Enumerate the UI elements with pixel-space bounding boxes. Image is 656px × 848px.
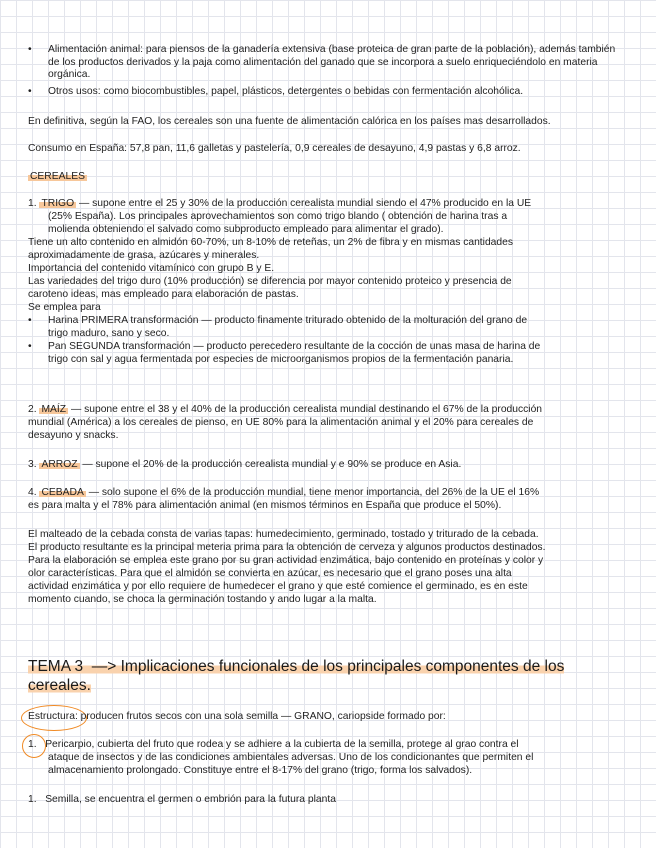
pericarpio-line-3: almacenamiento prolongado. Constituye entre el 8-17% del grano (trigo, forma los salvados). <box>48 765 473 776</box>
semilla-text: Semilla, se encuentra el germen o embrión para la futura planta <box>45 794 336 805</box>
malteado-line: El malteado de la cebada consta de varias tapas: humedecimiento, germinado, tostado y triturado de la cebada. <box>28 529 539 540</box>
bullet-dot: • <box>28 86 32 97</box>
trigo-line-5: aproximadamente de grasa, azúcares y minerales. <box>28 250 260 261</box>
arroz-label: ARROZ <box>41 459 78 470</box>
malteado-line: olor características. Para que el almidón se convierta en azúcar, es necesario que el grano poses una alta <box>28 568 512 579</box>
trigo-text: — supone entre el 25 y 30% de la producción cerealista mundial siendo el 47% producido en la UE <box>76 198 532 209</box>
maiz-label: MAÍZ <box>41 404 67 415</box>
bullet-dot: • <box>28 315 32 326</box>
tema-arrow-text: —> Implicaciones funcionales de los principales componentes de los <box>91 658 565 675</box>
consumo-paragraph: Consumo en España: 57,8 pan, 11,6 galletas y pastelería, 0,9 cereales de desayuno, 4,9 pastas y 6,8 arroz. <box>28 143 521 154</box>
cereales-heading <box>28 171 628 184</box>
bullet-dot: • <box>28 341 32 352</box>
semilla-line <box>28 794 628 807</box>
trigo-line-2: (25% España). Los principales aprovechamientos son como trigo blando ( obtención de harina tras a <box>48 211 508 222</box>
maiz-number: 2. <box>28 404 37 415</box>
maiz-line-3: desayuno y snacks. <box>28 430 119 441</box>
malteado-line: actividad enzimática y por ello requiere de humedecer el grano y que esté comience el germinado, es en este <box>28 581 528 592</box>
trigo-line-9: Se emplea para <box>28 302 101 313</box>
tema-label: TEMA 3 <box>28 658 84 675</box>
bullet-dot: • <box>28 44 32 55</box>
cebada-line-1 <box>28 487 628 500</box>
cebada-line-2: es para malta y el 78% para alimentación animal (en mismos términos en España que produce el 50%). <box>28 500 502 511</box>
estructura-label: Estructura <box>28 711 75 722</box>
malteado-line: Para la elaboración se emplea este grano por su gran actividad enzimática, bajo contenido en proteínas y color y <box>28 555 544 566</box>
arroz-number: 3. <box>28 459 37 470</box>
trigo-line-3: molienda obteniendo el salvado como subproducto empleado para alimentar el grado). <box>48 224 444 235</box>
arroz-line-1 <box>28 459 628 472</box>
bullet-line: trigo maduro, sano y seco. <box>48 327 170 339</box>
cebada-label: CEBADA <box>41 487 84 498</box>
trigo-line-4: Tiene un alto contenido en almidón 60-70%, un 8-10% de reteñas, un 2% de fibra y en mismas cantidades <box>28 237 514 248</box>
cereales-heading-text: CEREALES <box>30 171 85 182</box>
arroz-text: — supone el 20% de la producción cerealista mundial y e 90% se produce en Asia. <box>79 459 462 470</box>
malteado-line: El producto resultante es la principal meteria prima para la obtención de cerveza y algunos productos destinados. <box>28 542 546 553</box>
tema-title-highlight <box>28 658 564 675</box>
estructura-line <box>28 711 628 724</box>
maiz-line-1 <box>28 404 628 417</box>
semilla-number: 1. <box>28 794 37 805</box>
bullet-text <box>48 341 628 366</box>
malteado-line: momento cuando, se choca la germinación tostando y ando lugar a la malta. <box>28 594 377 605</box>
trigo-line-7: Las variedades del trigo duro (10% producción) se diferencia por mayor contenido proteico y presencia de <box>28 276 512 287</box>
bullet-text: Alimentación animal: para piensos de la ganadería extensiva (base proteica de gran parte de la población), además también de los productos derivados y la paja como alimentación del ganado que se incorpora a suelo enriqueciéndolo en materia orgánica. <box>48 44 616 81</box>
maiz-line-2: mundial (América) a los cereales de pienso, en UE 80% para la alimentación animal y el 20% para cereales de <box>28 417 534 428</box>
tema-title-line-1 <box>28 657 628 676</box>
trigo-line-1 <box>28 198 628 211</box>
estructura-text: : producen frutos secos con una sola semilla — GRANO, cariopside formado por: <box>74 711 446 722</box>
pericarpio-text: Pericarpio, cubierta del fruto que rodea y se adhiere a la cubierta de la semilla, protege al grao contra el <box>45 739 519 750</box>
trigo-number: 1. <box>28 198 37 209</box>
pericarpio-line-2: ataque de insectos y de las condiciones ambientales adversas. Uno de los condicionantes que permiten el <box>48 752 534 763</box>
pericarpio-number: 1. <box>28 739 37 750</box>
trigo-line-6: Importancia del contenido vitamínico con grupo B y E. <box>28 263 275 274</box>
cebada-text: — solo supone el 6% de la producción mundial, tiene menor importancia, del 26% de la UE el 16% <box>85 487 540 498</box>
cebada-number: 4. <box>28 487 37 498</box>
pericarpio-line-1 <box>28 739 628 752</box>
fao-paragraph: En definitiva, según la FAO, los cereales son una fuente de alimentación calórica en los países mas desarrollados. <box>28 116 551 127</box>
tema-title-line-2 <box>28 676 628 695</box>
bullet-line: Harina PRIMERA transformación — producto finamente triturado obtenido de la molturación del grano de <box>48 315 528 326</box>
tema-title-highlight: cereales. <box>28 677 91 694</box>
trigo-line-8: caroteno ideas, mas empleado para elaboración de pastas. <box>28 289 299 300</box>
maiz-text: — supone entre el 38 y el 40% de la producción cerealista mundial destinando el 67% de la producción <box>68 404 543 415</box>
bullet-line: Pan SEGUNDA transformación — producto perecedero resultante de la cocción de unas masa de harina de <box>48 341 541 352</box>
trigo-label: TRIGO <box>41 198 75 209</box>
bullet-text <box>48 315 628 340</box>
bullet-line: trigo con sal y agua fermentada por especies de microorganismos propios de la fermentación panaria. <box>48 353 514 365</box>
bullet-text: Otros usos: como biocombustibles, papel, plásticos, detergentes o bebidas con fermentación alcohólica. <box>48 86 524 97</box>
